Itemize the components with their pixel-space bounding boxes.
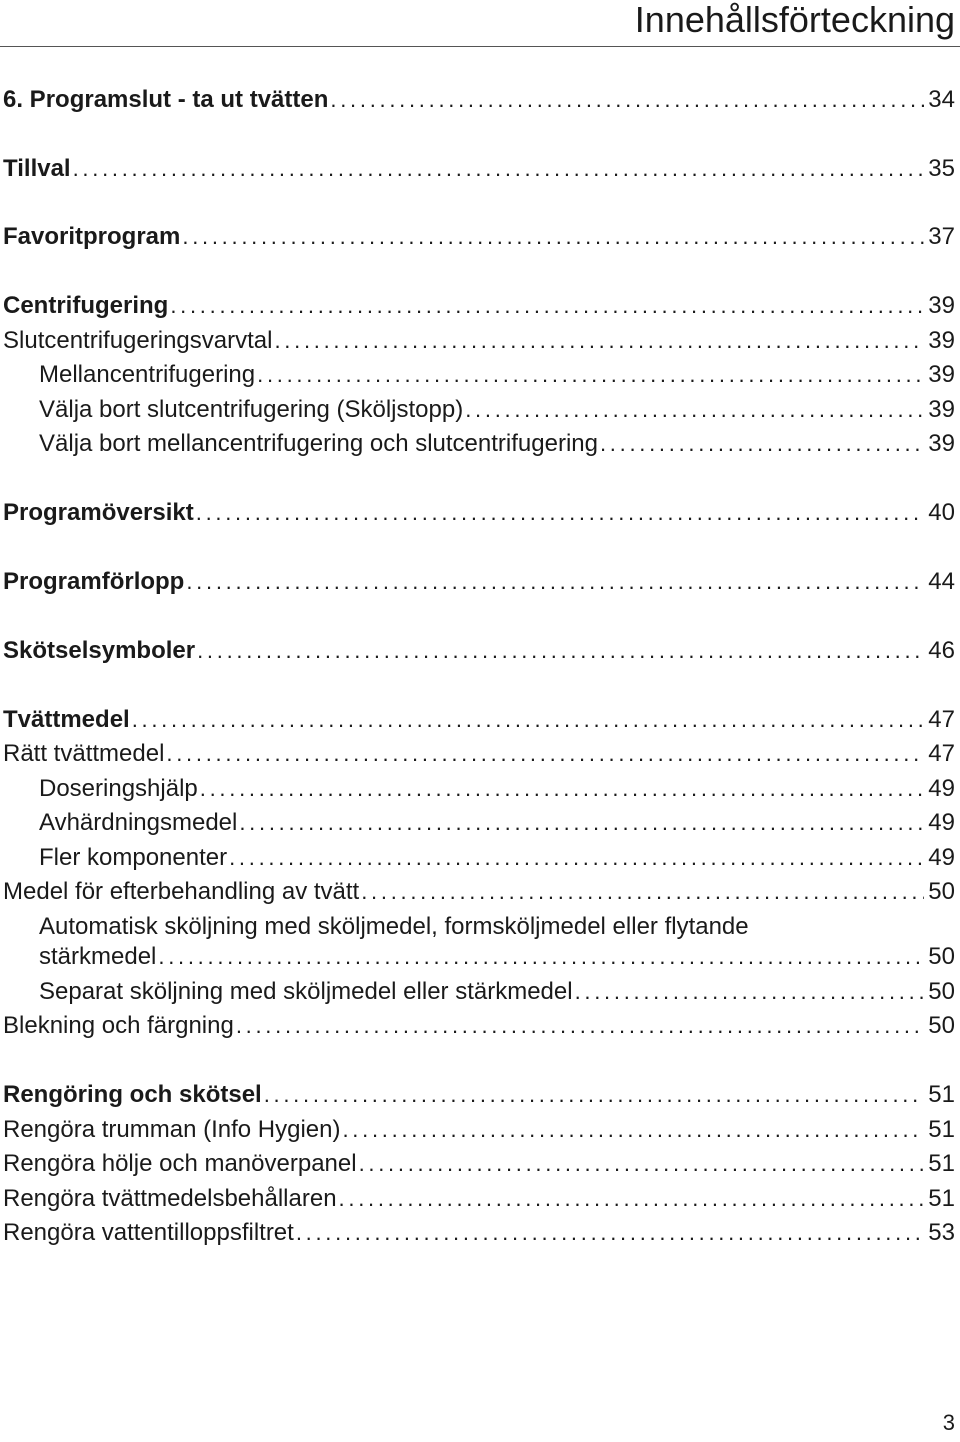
toc-page-number: 44 <box>928 568 955 595</box>
toc-entry[interactable] <box>39 395 955 425</box>
toc-page-number: 39 <box>928 396 955 423</box>
toc-page-number: 47 <box>928 706 955 733</box>
toc-page-number: 51 <box>928 1150 955 1177</box>
toc-entry-label: Programöversikt <box>3 499 194 526</box>
toc-entry[interactable] <box>3 1149 955 1179</box>
toc-entry[interactable] <box>39 429 955 459</box>
toc-entry-label: Rengöra hölje och manöverpanel <box>3 1150 357 1177</box>
toc-entry-label: Skötselsymboler <box>3 637 196 664</box>
dot-leader <box>296 1218 924 1248</box>
dot-leader <box>158 942 924 972</box>
dot-leader <box>73 154 925 184</box>
toc-entry[interactable] <box>3 291 955 321</box>
toc-entry-label: 6. Programslut - ta ut tvätten <box>3 86 329 113</box>
toc-page-number: 39 <box>928 327 955 354</box>
toc-entry[interactable] <box>39 360 955 390</box>
toc-entry[interactable] <box>3 1184 955 1214</box>
toc-entry[interactable] <box>3 705 955 735</box>
dot-leader <box>264 1080 925 1110</box>
toc-entry[interactable] <box>39 977 955 1007</box>
dot-leader <box>182 222 924 252</box>
toc-page-number: 50 <box>928 1012 955 1039</box>
toc-page-number: 51 <box>928 1116 955 1143</box>
toc-entry-label: Rätt tvättmedel <box>3 740 165 767</box>
toc-entry[interactable] <box>3 636 955 666</box>
toc-page-number: 39 <box>928 292 955 319</box>
toc-page-number: 51 <box>928 1081 955 1108</box>
toc-entry-label: stärkmedel <box>39 943 157 970</box>
dot-leader <box>575 977 925 1007</box>
toc-page-number: 46 <box>928 637 955 664</box>
toc-entry-label: Centrifugering <box>3 292 169 319</box>
toc-entry-label: Favoritprogram <box>3 223 181 250</box>
dot-leader <box>186 567 924 597</box>
toc-entry-label: Doseringshjälp <box>39 775 198 802</box>
dot-leader <box>132 705 925 735</box>
toc-page-number: 37 <box>928 223 955 250</box>
page-number: 3 <box>942 1410 955 1435</box>
dot-leader <box>229 843 924 873</box>
toc-entry[interactable] <box>39 808 955 838</box>
toc-entry[interactable] <box>3 326 955 356</box>
toc-entry-label: Mellancentrifugering <box>39 361 256 388</box>
toc-entry-label: Rengöra vattentilloppsfiltret <box>3 1219 294 1246</box>
toc-entry-label: Rengöring och skötsel <box>3 1081 262 1108</box>
dot-leader <box>170 291 924 321</box>
toc-page-number: 49 <box>928 809 955 836</box>
toc-page-number: 34 <box>928 86 955 113</box>
dot-leader <box>600 429 924 459</box>
toc-entry[interactable] <box>3 1080 955 1110</box>
toc-entry-label: Blekning och färgning <box>3 1012 234 1039</box>
toc-entry[interactable] <box>3 154 955 184</box>
toc-page-number: 50 <box>928 943 955 970</box>
toc-entry[interactable] <box>39 774 955 804</box>
toc-entry-label: Rengöra tvättmedelsbehållaren <box>3 1185 337 1212</box>
toc-entry-label: Slutcentrifugeringsvarvtal <box>3 327 273 354</box>
toc-entry-label: Programförlopp <box>3 568 185 595</box>
toc-entry-label: Medel för efterbehandling av tvätt <box>3 878 360 905</box>
dot-leader <box>196 498 925 528</box>
title-divider <box>0 46 960 47</box>
toc-page-number: 35 <box>928 155 955 182</box>
toc-entry-label: Välja bort mellancentrifugering och slutcentrifugering <box>39 430 598 457</box>
toc-entry[interactable] <box>39 942 955 972</box>
toc-page-number: 50 <box>928 878 955 905</box>
dot-leader <box>257 360 924 390</box>
toc-page-number: 53 <box>928 1219 955 1246</box>
dot-leader <box>197 636 924 666</box>
toc-page-number: 50 <box>928 978 955 1005</box>
toc-entry-label: Välja bort slutcentrifugering (Sköljstopp) <box>39 396 464 423</box>
toc-entry-label: Rengöra trumman (Info Hygien) <box>3 1116 341 1143</box>
dot-leader <box>236 1011 924 1041</box>
toc-entry[interactable] <box>3 498 955 528</box>
dot-leader <box>330 85 924 115</box>
dot-leader <box>465 395 924 425</box>
toc-entry[interactable] <box>3 222 955 252</box>
dot-leader <box>274 326 924 356</box>
dot-leader <box>339 1184 925 1214</box>
dot-leader <box>361 877 924 907</box>
page-title: Innehållsförteckning <box>634 0 955 40</box>
toc-entry-label: Tvättmedel <box>3 706 130 733</box>
toc-entry[interactable] <box>3 739 955 769</box>
toc-entry-label: Tillval <box>3 155 71 182</box>
toc-entry-label: Fler komponenter <box>39 844 228 871</box>
toc-entry-label: Separat sköljning med sköljmedel eller stärkmedel <box>39 978 573 1005</box>
toc-page-number: 39 <box>928 430 955 457</box>
toc-page-number: 49 <box>928 844 955 871</box>
toc-entry[interactable] <box>3 1011 955 1041</box>
toc-entry[interactable] <box>3 567 955 597</box>
toc-entry[interactable] <box>3 1115 955 1145</box>
dot-leader <box>200 774 925 804</box>
toc-page-number: 40 <box>928 499 955 526</box>
toc-entry[interactable] <box>3 85 955 115</box>
dot-leader <box>342 1115 924 1145</box>
toc-entry[interactable] <box>3 1218 955 1248</box>
toc-page-number: 49 <box>928 775 955 802</box>
dot-leader <box>359 1149 925 1179</box>
toc-entry[interactable] <box>39 843 955 873</box>
toc-entry[interactable] <box>3 877 955 907</box>
dot-leader <box>239 808 924 838</box>
toc-entry-wrapped-line[interactable]: Automatisk sköljning med sköljmedel, formsköljmedel eller flytande <box>39 913 749 940</box>
toc-page-number: 51 <box>928 1185 955 1212</box>
toc-entry-label: Avhärdningsmedel <box>39 809 238 836</box>
dot-leader <box>166 739 924 769</box>
toc-page-number: 47 <box>928 740 955 767</box>
toc-page-number: 39 <box>928 361 955 388</box>
